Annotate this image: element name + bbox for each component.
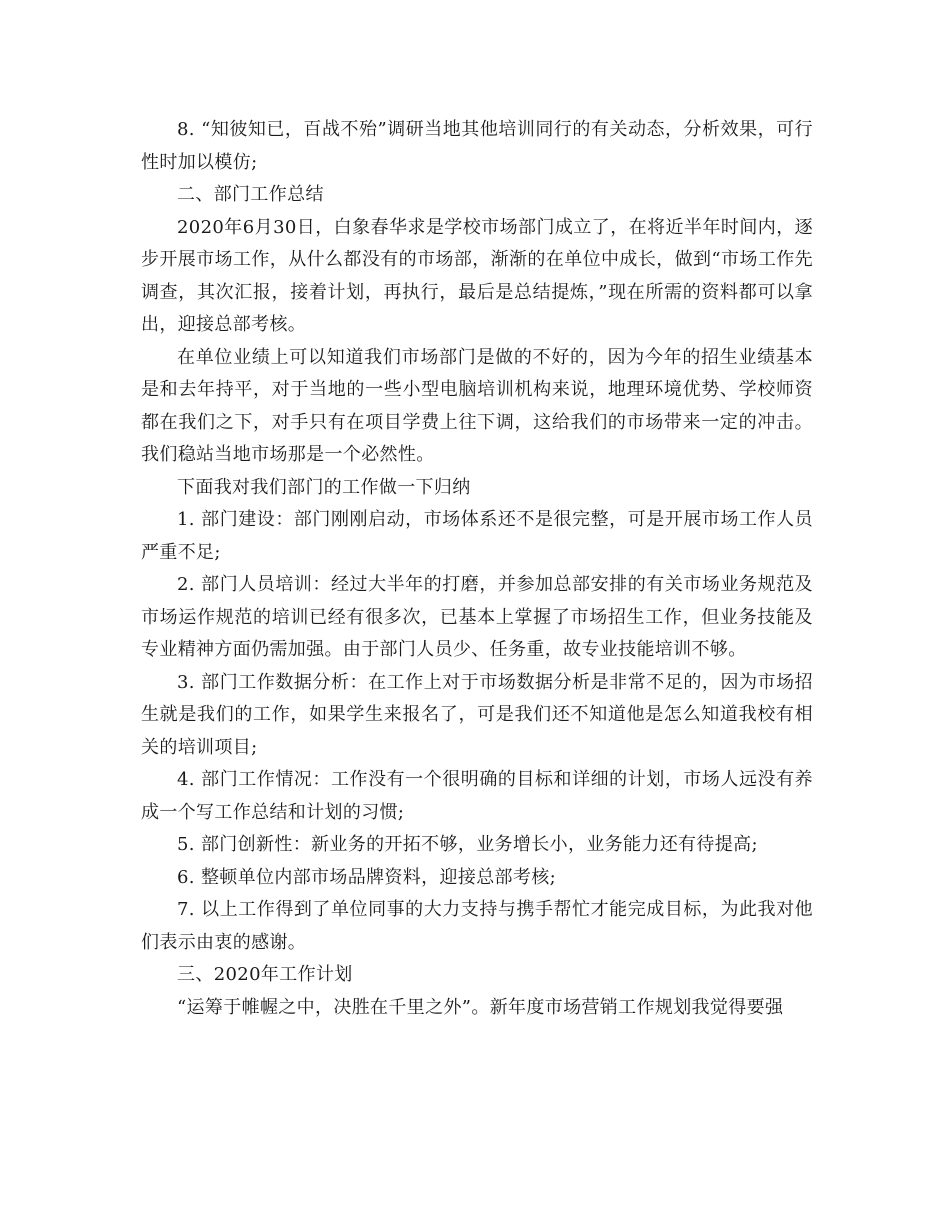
paragraph-summary-intro: 下面我对我们部门的工作做一下归纳 (177, 476, 471, 498)
list-item-brand-materials: 6. 整顿单位内部市场品牌资料，迎接总部考核; (177, 866, 557, 888)
paragraph-plan-intro: “运筹于帷幄之中，决胜在千里之外”。新年度市场营销工作规划我觉得要强 (177, 996, 784, 1018)
list-item-work-status: 4. 部门工作情况：工作没有一个很明确的目标和详细的计划，市场人远没有养成一个写工作总结和计划的习惯; (141, 769, 813, 823)
list-item-acknowledgement: 7. 以上工作得到了单位同事的大力支持与携手帮忙才能完成目标，为此我对他们表示由衷的感谢。 (141, 899, 813, 953)
section-heading-work-plan: 三、2020年工作计划 (177, 964, 353, 985)
list-item-data-analysis: 3. 部门工作数据分析：在工作上对于市场数据分析是非常不足的，因为市场招生就是我们的工作，如果学生来报名了，可是我们还不知道他是怎么知道我校有相关的培训项目; (141, 671, 813, 758)
paragraph-department-founding: 2020年6月30日，白象春华求是学校市场部门成立了，在将近半年时间内，逐步开展市场工作，从什么都没有的市场部，渐渐的在单位中成长，做到“市场工作先调查，其次汇报，接着计划，再执行，最后是总结提炼，”现在所需的资料都可以拿出，迎接总部考核。 (141, 216, 813, 335)
paragraph-item-8-competitor-research: 8. “知彼知已，百战不殆”调研当地其他培训同行的有关动态，分析效果，可行性时加以模仿; (141, 119, 813, 173)
list-item-innovation: 5. 部门创新性：新业务的开拓不够，业务增长小，业务能力还有待提高; (177, 834, 758, 855)
paragraph-performance-review: 在单位业绩上可以知道我们市场部门是做的不好的，因为今年的招生业绩基本是和去年持平，对于当地的一些小型电脑培训机构来说，地理环境优势、学校师资都在我们之下，对手只有在项目学费上往下调，这给我们的市场带来一定的冲击。我们稳站当地市场那是一个必然性。 (141, 346, 813, 465)
document-body (141, 114, 813, 1024)
section-heading-department-summary: 二、部门工作总结 (177, 184, 324, 205)
list-item-department-building: 1. 部门建设：部门刚刚启动，市场体系还不是很完整，可是开展市场工作人员严重不足; (141, 509, 813, 563)
list-item-staff-training: 2. 部门人员培训：经过大半年的打磨，并参加总部安排的有关市场业务规范及市场运作规范的培训已经有很多次，已基本上掌握了市场招生工作，但业务技能及专业精神方面仍需加强。由于部门人员少、任务重，故专业技能培训不够。 (141, 574, 813, 660)
